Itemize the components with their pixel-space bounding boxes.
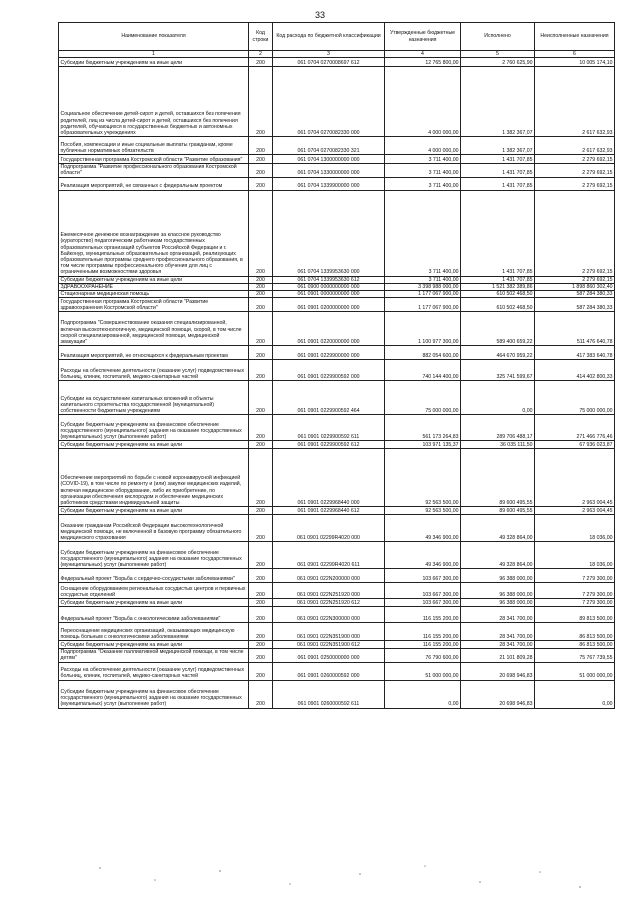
row-executed: 289 706 488,17 xyxy=(461,415,535,441)
row-unexecuted: 89 813 500,00 xyxy=(535,607,615,623)
row-executed: 1 521 382 389,86 xyxy=(461,283,535,290)
row-unexecuted: 2 279 692,15 xyxy=(535,190,615,276)
table-row xyxy=(59,283,615,290)
table-row xyxy=(59,155,615,164)
table-row xyxy=(59,599,615,607)
row-name: Субсидии бюджетным учреждениям на иные цели xyxy=(59,441,249,449)
row-line-code: 200 xyxy=(249,276,273,283)
row-executed: 1 382 367,07 xyxy=(461,137,535,155)
row-executed: 464 670 959,22 xyxy=(461,346,535,360)
row-unexecuted: 51 000 000,00 xyxy=(535,662,615,680)
row-approved: 3 711 400,00 xyxy=(385,276,461,283)
row-line-code: 200 xyxy=(249,599,273,607)
table-row xyxy=(59,607,615,623)
row-unexecuted: 1 898 860 302,40 xyxy=(535,283,615,290)
row-budget-code: 061 0900 0000000000 000 xyxy=(273,283,385,290)
row-unexecuted: 2 279 692,15 xyxy=(535,177,615,190)
table-row xyxy=(59,312,615,346)
row-name: Подпрограмма "Оказание паллиативной медицинской помощи, в том числе детям" xyxy=(59,649,249,662)
row-name: Расходы на обеспечение деятельности (оказание услуг) подведомственных больниц, клиник, госпиталей, медико-санитарных частей xyxy=(59,662,249,680)
row-name: Субсидии бюджетным учреждениям на финансовое обеспечение государственного (муниципального) задания на оказание государственных (муниципальных) услуг (выполнение работ) xyxy=(59,542,249,569)
row-name: Ежемесячное денежное вознаграждение за классное руководство (кураторство) педагогическим работникам государственных образовательных организаций субъектов Российской Федерации и г. Байконур, муниципальных образовательных организаций, реализующих образовательные программы среднего профессионального образования, в том числе программы профессионального обучения для лиц с ограниченными возможностями здоровья xyxy=(59,190,249,276)
row-unexecuted: 2 963 004,45 xyxy=(535,449,615,507)
table-row xyxy=(59,58,615,67)
header-row xyxy=(59,23,615,51)
row-name: Субсидии бюджетным учреждениям на финансовое обеспечение государственного (муниципального) задания на оказание государственных (муниципальных) услуг (выполнение работ) xyxy=(59,415,249,441)
column-index: 2 xyxy=(249,51,273,58)
row-executed: 28 341 700,00 xyxy=(461,641,535,649)
header-approved: Утвержденные бюджетные назначения xyxy=(385,23,461,51)
row-line-code: 200 xyxy=(249,680,273,708)
row-approved: 3 711 400,00 xyxy=(385,177,461,190)
row-approved: 92 563 500,00 xyxy=(385,449,461,507)
row-approved: 3 711 400,00 xyxy=(385,155,461,164)
row-budget-code: 061 0901 0229900592 464 xyxy=(273,381,385,415)
table-row xyxy=(59,449,615,507)
row-unexecuted: 2 617 632,93 xyxy=(535,67,615,137)
budget-execution-table xyxy=(58,22,615,709)
row-unexecuted: 417 383 640,78 xyxy=(535,346,615,360)
row-unexecuted: 18 036,00 xyxy=(535,542,615,569)
row-line-code: 200 xyxy=(249,190,273,276)
row-approved: 882 054 600,00 xyxy=(385,346,461,360)
row-name: Субсидии бюджетным учреждениям на иные цели xyxy=(59,276,249,283)
row-executed: 96 388 000,00 xyxy=(461,583,535,599)
row-approved: 75 000 000,00 xyxy=(385,381,461,415)
row-executed: 1 382 367,07 xyxy=(461,67,535,137)
row-approved: 103 667 300,00 xyxy=(385,569,461,583)
row-line-code: 200 xyxy=(249,607,273,623)
row-executed: 0,00 xyxy=(461,381,535,415)
table-row xyxy=(59,542,615,569)
row-unexecuted: 2 617 632,93 xyxy=(535,137,615,155)
row-approved: 0,00 xyxy=(385,680,461,708)
row-executed: 610 502 468,50 xyxy=(461,291,535,298)
row-approved: 561 173 264,83 xyxy=(385,415,461,441)
row-budget-code: 061 0704 0270008697 612 xyxy=(273,58,385,67)
table-row xyxy=(59,137,615,155)
row-approved: 116 155 200,00 xyxy=(385,607,461,623)
header-unexecuted: Неисполненные назначения xyxy=(535,23,615,51)
row-name: Реализация мероприятий, не относящихся к федеральным проектам xyxy=(59,346,249,360)
row-line-code: 200 xyxy=(249,177,273,190)
row-executed: 1 431 707,85 xyxy=(461,276,535,283)
row-name: Государственная программа Костромской области "Развитие здравоохранения Костромской области" xyxy=(59,298,249,312)
row-name: Пособия, компенсации и иные социальные выплаты гражданам, кроме публичных нормативных обязательств xyxy=(59,137,249,155)
table-row xyxy=(59,291,615,298)
row-executed: 28 341 700,00 xyxy=(461,607,535,623)
row-name: Подпрограмма "Совершенствование оказания специализированной, включая высокотехнологичную, медицинской помощи, скорой, в том числе скорой специализированной, медицинской помощи, медицинской эвакуации" xyxy=(59,312,249,346)
header-budget-code: Код расхода по бюджетной классификации xyxy=(273,23,385,51)
table-row xyxy=(59,583,615,599)
table-row xyxy=(59,415,615,441)
row-name: Подпрограмма "Развитие профессионального образования Костромской области" xyxy=(59,164,249,177)
row-line-code: 200 xyxy=(249,312,273,346)
row-name: Оснащение оборудованием региональных сосудистых центров и первичных сосудистых отделений xyxy=(59,583,249,599)
column-index: 3 xyxy=(273,51,385,58)
row-budget-code: 061 0901 02299R4020 611 xyxy=(273,542,385,569)
row-unexecuted: 75 767 739,55 xyxy=(535,649,615,662)
row-budget-code: 061 0901 022N351900 612 xyxy=(273,641,385,649)
row-budget-code: 061 0901 0229968440 612 xyxy=(273,507,385,515)
row-approved: 3 398 988 000,00 xyxy=(385,283,461,290)
row-unexecuted: 18 036,00 xyxy=(535,515,615,542)
row-executed: 96 388 000,00 xyxy=(461,599,535,607)
row-executed: 589 400 659,22 xyxy=(461,312,535,346)
row-budget-code: 061 0901 0200000000 000 xyxy=(273,298,385,312)
row-approved: 740 144 400,00 xyxy=(385,360,461,381)
row-budget-code: 061 0901 0229900592 000 xyxy=(273,360,385,381)
row-name: Субсидии бюджетным учреждениям на финансовое обеспечение государственного (муниципального) задания на оказание государственных (муниципальных) услуг (выполнение работ) xyxy=(59,680,249,708)
row-unexecuted: 0,00 xyxy=(535,680,615,708)
row-budget-code: 061 0704 1300000000 000 xyxy=(273,155,385,164)
row-executed: 1 431 707,85 xyxy=(461,190,535,276)
row-line-code: 200 xyxy=(249,360,273,381)
row-approved: 103 667 300,00 xyxy=(385,583,461,599)
row-line-code: 200 xyxy=(249,515,273,542)
row-name: Субсидии бюджетным учреждениям на иные цели xyxy=(59,58,249,67)
row-budget-code: 061 0901 0250000000 000 xyxy=(273,649,385,662)
row-line-code: 200 xyxy=(249,507,273,515)
column-index: 1 xyxy=(59,51,249,58)
table-row xyxy=(59,507,615,515)
header-line-code: Код строки xyxy=(249,23,273,51)
row-unexecuted: 271 466 776,46 xyxy=(535,415,615,441)
row-executed: 36 035 111,50 xyxy=(461,441,535,449)
row-unexecuted: 2 963 004,45 xyxy=(535,507,615,515)
row-approved: 51 000 000,00 xyxy=(385,662,461,680)
row-budget-code: 061 0901 022N251920 000 xyxy=(273,583,385,599)
row-line-code: 200 xyxy=(249,155,273,164)
column-index: 6 xyxy=(535,51,615,58)
row-line-code: 200 xyxy=(249,449,273,507)
row-budget-code: 061 0704 0270082330 000 xyxy=(273,67,385,137)
row-unexecuted: 7 279 300,00 xyxy=(535,583,615,599)
row-name: Государственная программа Костромской области "Развитие образования" xyxy=(59,155,249,164)
row-line-code: 200 xyxy=(249,283,273,290)
row-name: Оказание гражданам Российской Федерации высокотехнологичной медицинской помощи, не включенной в базовую программу обязательного медицинского страхования xyxy=(59,515,249,542)
table-row xyxy=(59,346,615,360)
row-line-code: 200 xyxy=(249,662,273,680)
row-line-code: 200 xyxy=(249,415,273,441)
row-name: Реализация мероприятий, не связанных с федеральным проектом xyxy=(59,177,249,190)
row-unexecuted: 587 284 380,33 xyxy=(535,298,615,312)
table-row xyxy=(59,298,615,312)
row-executed: 1 431 707,85 xyxy=(461,155,535,164)
row-line-code: 200 xyxy=(249,542,273,569)
row-unexecuted: 67 936 023,87 xyxy=(535,441,615,449)
row-unexecuted: 2 279 692,15 xyxy=(535,276,615,283)
row-line-code: 200 xyxy=(249,58,273,67)
row-approved: 92 563 500,00 xyxy=(385,507,461,515)
row-unexecuted: 2 279 692,15 xyxy=(535,155,615,164)
row-budget-code: 061 0901 0260000592 611 xyxy=(273,680,385,708)
row-budget-code: 061 0901 0000000000 000 xyxy=(273,291,385,298)
table-row xyxy=(59,276,615,283)
table-row xyxy=(59,441,615,449)
row-approved: 1 100 977 300,00 xyxy=(385,312,461,346)
row-line-code: 200 xyxy=(249,381,273,415)
row-budget-code: 061 0901 022N351900 000 xyxy=(273,623,385,641)
row-budget-code: 061 0704 0270082330 321 xyxy=(273,137,385,155)
row-name: Субсидии бюджетным учреждениям на иные цели xyxy=(59,599,249,607)
row-budget-code: 061 0901 022N200000 000 xyxy=(273,569,385,583)
header-name: Наименование показателя xyxy=(59,23,249,51)
table-row xyxy=(59,515,615,542)
row-approved: 103 667 300,00 xyxy=(385,599,461,607)
row-approved: 1 177 067 900,00 xyxy=(385,298,461,312)
row-approved: 103 971 135,37 xyxy=(385,441,461,449)
row-budget-code: 061 0901 022N300000 000 xyxy=(273,607,385,623)
row-line-code: 200 xyxy=(249,346,273,360)
row-executed: 49 328 864,00 xyxy=(461,515,535,542)
row-unexecuted: 2 279 692,15 xyxy=(535,164,615,177)
row-line-code: 200 xyxy=(249,649,273,662)
table-row xyxy=(59,360,615,381)
row-name: Субсидии на осуществление капитальных вложений в объекты капитального строительства государственной (муниципальной) собственности бюджетным учреждениям xyxy=(59,381,249,415)
row-budget-code: 061 0901 0229968440 000 xyxy=(273,449,385,507)
row-budget-code: 061 0704 1339900000 000 xyxy=(273,177,385,190)
table-row xyxy=(59,641,615,649)
row-executed: 1 431 707,85 xyxy=(461,164,535,177)
row-budget-code: 061 0901 02299R4020 000 xyxy=(273,515,385,542)
row-approved: 49 346 900,00 xyxy=(385,515,461,542)
row-budget-code: 061 0704 1339953630 000 xyxy=(273,190,385,276)
row-line-code: 200 xyxy=(249,641,273,649)
row-budget-code: 061 0901 0260000592 000 xyxy=(273,662,385,680)
row-approved: 76 790 600,00 xyxy=(385,649,461,662)
row-executed: 89 600 495,55 xyxy=(461,507,535,515)
header-executed: Исполнено xyxy=(461,23,535,51)
row-approved: 49 346 900,00 xyxy=(385,542,461,569)
row-line-code: 200 xyxy=(249,137,273,155)
table-row xyxy=(59,680,615,708)
column-index: 4 xyxy=(385,51,461,58)
row-name: Субсидии бюджетным учреждениям на иные цели xyxy=(59,641,249,649)
row-name: Обеспечение мероприятий по борьбе с новой коронавирусной инфекцией (COVID-19), в том числе по ремонту и (или) закупке медицинских изделий, включая медицинское оборудование, либо их приобретение, по организации обеспечения кислородом и обеспечение медицинских работников средствами индивидуальной защиты xyxy=(59,449,249,507)
column-index: 5 xyxy=(461,51,535,58)
scan-noise-marks xyxy=(60,862,610,892)
row-name: ЗДРАВООХРАНЕНИЕ xyxy=(59,283,249,290)
row-approved: 12 765 800,00 xyxy=(385,58,461,67)
row-executed: 49 328 864,00 xyxy=(461,542,535,569)
row-unexecuted: 75 000 000,00 xyxy=(535,381,615,415)
row-approved: 1 177 067 900,00 xyxy=(385,291,461,298)
row-line-code: 200 xyxy=(249,164,273,177)
row-unexecuted: 86 813 500,00 xyxy=(535,641,615,649)
row-executed: 96 388 000,00 xyxy=(461,569,535,583)
row-unexecuted: 587 284 380,33 xyxy=(535,291,615,298)
row-approved: 116 155 200,00 xyxy=(385,641,461,649)
row-budget-code: 061 0901 022N251920 612 xyxy=(273,599,385,607)
row-name: Федеральный проект "Борьба с онкологическими заболеваниями" xyxy=(59,607,249,623)
row-name: Переоснащение медицинских организаций, оказывающих медицинскую помощь больным с онкологическими заболеваниями xyxy=(59,623,249,641)
table-row xyxy=(59,381,615,415)
row-executed: 2 760 625,90 xyxy=(461,58,535,67)
row-executed: 20 698 946,83 xyxy=(461,680,535,708)
table-row xyxy=(59,190,615,276)
row-name: Субсидии бюджетным учреждениям на иные цели xyxy=(59,507,249,515)
row-unexecuted: 511 476 640,78 xyxy=(535,312,615,346)
row-approved: 3 711 400,00 xyxy=(385,190,461,276)
row-approved: 4 000 000,00 xyxy=(385,137,461,155)
row-line-code: 200 xyxy=(249,67,273,137)
row-line-code: 200 xyxy=(249,298,273,312)
row-budget-code: 061 0704 1339953630 612 xyxy=(273,276,385,283)
row-name: Стационарная медицинская помощь xyxy=(59,291,249,298)
row-budget-code: 061 0901 0229900000 000 xyxy=(273,346,385,360)
table-row xyxy=(59,177,615,190)
table-row xyxy=(59,662,615,680)
row-budget-code: 061 0704 1330000000 000 xyxy=(273,164,385,177)
column-index-row xyxy=(59,51,615,58)
row-budget-code: 061 0901 0220000000 000 xyxy=(273,312,385,346)
table-row xyxy=(59,623,615,641)
table-row xyxy=(59,164,615,177)
table-body xyxy=(59,58,615,708)
row-budget-code: 061 0901 0229900592 611 xyxy=(273,415,385,441)
row-executed: 21 101 809,28 xyxy=(461,649,535,662)
row-executed: 325 741 599,67 xyxy=(461,360,535,381)
row-executed: 20 698 946,83 xyxy=(461,662,535,680)
row-unexecuted: 7 279 300,00 xyxy=(535,569,615,583)
row-line-code: 200 xyxy=(249,583,273,599)
row-approved: 116 155 200,00 xyxy=(385,623,461,641)
row-unexecuted: 86 813 500,00 xyxy=(535,623,615,641)
row-line-code: 200 xyxy=(249,623,273,641)
row-executed: 28 341 700,00 xyxy=(461,623,535,641)
row-name: Расходы на обеспечение деятельности (оказание услуг) подведомственных больниц, клиник, госпиталей, медико-санитарных частей xyxy=(59,360,249,381)
row-unexecuted: 414 402 800,33 xyxy=(535,360,615,381)
page-number: 33 xyxy=(314,10,325,20)
row-unexecuted: 7 279 300,00 xyxy=(535,599,615,607)
row-executed: 610 502 468,50 xyxy=(461,298,535,312)
row-unexecuted: 10 005 174,10 xyxy=(535,58,615,67)
row-line-code: 200 xyxy=(249,441,273,449)
table-row xyxy=(59,569,615,583)
table-row xyxy=(59,67,615,137)
row-name: Федеральный проект "Борьба с сердечно-сосудистыми заболеваниями" xyxy=(59,569,249,583)
table-row xyxy=(59,649,615,662)
row-line-code: 200 xyxy=(249,569,273,583)
row-budget-code: 061 0901 0229900592 612 xyxy=(273,441,385,449)
row-approved: 3 711 400,00 xyxy=(385,164,461,177)
row-executed: 1 431 707,85 xyxy=(461,177,535,190)
row-line-code: 200 xyxy=(249,291,273,298)
row-approved: 4 000 000,00 xyxy=(385,67,461,137)
row-executed: 89 600 495,55 xyxy=(461,449,535,507)
row-name: Социальное обеспечение детей-сирот и детей, оставшихся без попечения родителей, лиц из числа детей-сирот и детей, оставшихся без попечения родителей, обучающихся в государственных бюджетных и автономных образовательных учреждениях xyxy=(59,67,249,137)
